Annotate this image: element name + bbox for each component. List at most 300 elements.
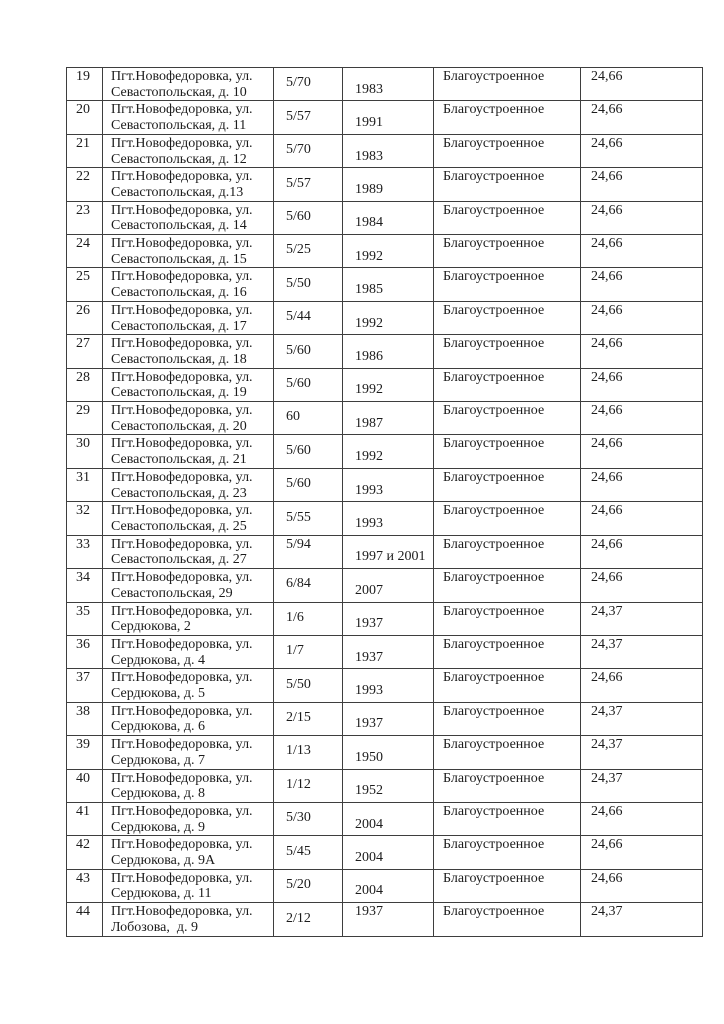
- address-cell: [103, 602, 274, 635]
- address-cell: [103, 201, 274, 234]
- address-line-2: Лобозова, д. 9: [111, 919, 198, 935]
- floors-apartments-cell: [274, 802, 343, 835]
- year-built-value: 2004: [355, 883, 383, 899]
- amenities-status-value: Благоустроенное: [443, 837, 545, 853]
- amenities-status-cell: [434, 769, 581, 802]
- floors-apartments-cell: [274, 903, 343, 936]
- address-cell: [103, 301, 274, 334]
- year-built-cell: [343, 602, 434, 635]
- table-row: [67, 134, 703, 167]
- tariff-value: 24,66: [591, 336, 623, 352]
- row-number-cell: [67, 168, 103, 201]
- row-number-cell: [67, 301, 103, 334]
- address-line-1: Пгт.Новофедоровка, ул.: [111, 603, 253, 619]
- amenities-status-cell: [434, 569, 581, 602]
- row-number: 32: [76, 503, 90, 519]
- address-line-2: Сердюкова, д. 5: [111, 686, 205, 702]
- row-number: 44: [76, 904, 90, 920]
- floors-apartments-value: 5/50: [286, 676, 311, 692]
- floors-apartments-cell: [274, 502, 343, 535]
- amenities-status-value: Благоустроенное: [443, 236, 545, 252]
- floors-apartments-cell: [274, 301, 343, 334]
- address-line-1: Пгт.Новофедоровка, ул.: [111, 503, 253, 519]
- address-line-2: Сердюкова, д. 4: [111, 652, 205, 668]
- row-number-cell: [67, 535, 103, 568]
- amenities-status-cell: [434, 235, 581, 268]
- amenities-status-cell: [434, 435, 581, 468]
- amenities-status-value: Благоустроенное: [443, 536, 545, 552]
- tariff-value: 24,66: [591, 369, 623, 385]
- floors-apartments-cell: [274, 68, 343, 101]
- address-line-1: Пгт.Новофедоровка, ул.: [111, 202, 253, 218]
- row-number-cell: [67, 201, 103, 234]
- tariff-value: 24,66: [591, 870, 623, 886]
- amenities-status-value: Благоустроенное: [443, 904, 545, 920]
- address-cell: [103, 68, 274, 101]
- row-number: 34: [76, 570, 90, 586]
- floors-apartments-cell: [274, 635, 343, 668]
- floors-apartments-value: 5/60: [286, 342, 311, 358]
- year-built-value: 1997 и 2001: [355, 549, 426, 565]
- floors-apartments-cell: [274, 201, 343, 234]
- tariff-cell: [581, 201, 703, 234]
- floors-apartments-value: 5/70: [286, 142, 311, 158]
- table-row: [67, 168, 703, 201]
- year-built-cell: [343, 235, 434, 268]
- row-number-cell: [67, 702, 103, 735]
- row-number: 27: [76, 336, 90, 352]
- floors-apartments-value: 5/94: [286, 536, 311, 552]
- address-cell: [103, 736, 274, 769]
- address-line-1: Пгт.Новофедоровка, ул.: [111, 636, 253, 652]
- amenities-status-value: Благоустроенное: [443, 403, 545, 419]
- row-number-cell: [67, 903, 103, 936]
- table-row: [67, 602, 703, 635]
- floors-apartments-cell: [274, 101, 343, 134]
- address-cell: [103, 869, 274, 902]
- row-number: 24: [76, 236, 90, 252]
- year-built-cell: [343, 903, 434, 936]
- tariff-cell: [581, 435, 703, 468]
- year-built-cell: [343, 134, 434, 167]
- amenities-status-cell: [434, 201, 581, 234]
- address-line-2: Сердюкова, д. 6: [111, 719, 205, 735]
- table-row: [67, 435, 703, 468]
- address-line-2: Севастопольская, д. 17: [111, 318, 247, 334]
- tariff-cell: [581, 635, 703, 668]
- tariff-cell: [581, 602, 703, 635]
- table-row: [67, 68, 703, 101]
- row-number-cell: [67, 68, 103, 101]
- address-line-1: Пгт.Новофедоровка, ул.: [111, 403, 253, 419]
- table-row: [67, 702, 703, 735]
- tariff-value: 24,66: [591, 236, 623, 252]
- year-built-cell: [343, 669, 434, 702]
- address-line-1: Пгт.Новофедоровка, ул.: [111, 703, 253, 719]
- row-number: 41: [76, 803, 90, 819]
- year-built-value: 1993: [355, 683, 383, 699]
- floors-apartments-value: 1/7: [286, 643, 304, 659]
- address-cell: [103, 502, 274, 535]
- tariff-value: 24,66: [591, 536, 623, 552]
- amenities-status-cell: [434, 134, 581, 167]
- year-built-value: 1992: [355, 248, 383, 264]
- floors-apartments-cell: [274, 836, 343, 869]
- floors-apartments-cell: [274, 468, 343, 501]
- amenities-status-cell: [434, 635, 581, 668]
- amenities-status-value: Благоустроенное: [443, 202, 545, 218]
- year-built-cell: [343, 836, 434, 869]
- year-built-value: 1987: [355, 415, 383, 431]
- tariff-value: 24,37: [591, 737, 623, 753]
- tariff-value: 24,37: [591, 636, 623, 652]
- address-line-2: Севастопольская, д. 15: [111, 251, 247, 267]
- floors-apartments-value: 5/60: [286, 208, 311, 224]
- tariff-cell: [581, 301, 703, 334]
- row-number: 43: [76, 870, 90, 886]
- table-row: [67, 301, 703, 334]
- row-number-cell: [67, 101, 103, 134]
- floors-apartments-value: 1/13: [286, 743, 311, 759]
- address-line-2: Севастопольская, д. 12: [111, 151, 247, 167]
- amenities-status-value: Благоустроенное: [443, 269, 545, 285]
- row-number: 28: [76, 369, 90, 385]
- tariff-cell: [581, 702, 703, 735]
- row-number: 33: [76, 536, 90, 552]
- address-line-1: Пгт.Новофедоровка, ул.: [111, 904, 253, 920]
- amenities-status-value: Благоустроенное: [443, 737, 545, 753]
- tariff-cell: [581, 903, 703, 936]
- address-line-1: Пгт.Новофедоровка, ул.: [111, 469, 253, 485]
- floors-apartments-value: 2/12: [286, 910, 311, 926]
- table-row: [67, 635, 703, 668]
- year-built-value: 1991: [355, 115, 383, 131]
- floors-apartments-cell: [274, 602, 343, 635]
- row-number-cell: [67, 134, 103, 167]
- year-built-value: 1993: [355, 515, 383, 531]
- tariff-cell: [581, 402, 703, 435]
- row-number: 20: [76, 102, 90, 118]
- year-built-cell: [343, 468, 434, 501]
- year-built-value: 1983: [355, 148, 383, 164]
- address-line-2: Севастопольская, д. 18: [111, 351, 247, 367]
- tariff-cell: [581, 168, 703, 201]
- year-built-cell: [343, 301, 434, 334]
- amenities-status-value: Благоустроенное: [443, 102, 545, 118]
- year-built-value: 1992: [355, 449, 383, 465]
- floors-apartments-value: 5/70: [286, 75, 311, 91]
- address-line-1: Пгт.Новофедоровка, ул.: [111, 770, 253, 786]
- amenities-status-cell: [434, 335, 581, 368]
- tariff-value: 24,37: [591, 770, 623, 786]
- row-number-cell: [67, 502, 103, 535]
- tariff-value: 24,66: [591, 570, 623, 586]
- address-line-1: Пгт.Новофедоровка, ул.: [111, 236, 253, 252]
- address-line-1: Пгт.Новофедоровка, ул.: [111, 536, 253, 552]
- address-line-1: Пгт.Новофедоровка, ул.: [111, 336, 253, 352]
- address-cell: [103, 168, 274, 201]
- address-line-2: Сердюкова, д. 9А: [111, 853, 216, 869]
- table-row: [67, 569, 703, 602]
- year-built-value: 1937: [355, 649, 383, 665]
- tariff-value: 24,66: [591, 169, 623, 185]
- floors-apartments-cell: [274, 435, 343, 468]
- tariff-cell: [581, 736, 703, 769]
- table-row: [67, 201, 703, 234]
- row-number: 19: [76, 69, 90, 84]
- address-cell: [103, 802, 274, 835]
- address-line-2: Сердюкова, д. 11: [111, 886, 212, 902]
- address-cell: [103, 769, 274, 802]
- row-number-cell: [67, 402, 103, 435]
- floors-apartments-value: 5/60: [286, 376, 311, 391]
- address-line-2: Севастопольская, д. 23: [111, 485, 247, 501]
- row-number-cell: [67, 468, 103, 501]
- year-built-cell: [343, 201, 434, 234]
- year-built-value: 1992: [355, 382, 383, 398]
- year-built-value: 1983: [355, 81, 383, 97]
- amenities-status-cell: [434, 702, 581, 735]
- amenities-status-value: Благоустроенное: [443, 369, 545, 385]
- address-line-2: Севастопольская, д. 25: [111, 518, 247, 534]
- table-row: [67, 368, 703, 401]
- tariff-value: 24,66: [591, 403, 623, 419]
- address-cell: [103, 335, 274, 368]
- floors-apartments-value: 60: [286, 409, 300, 425]
- amenities-status-cell: [434, 168, 581, 201]
- year-built-value: 1992: [355, 315, 383, 331]
- floors-apartments-cell: [274, 335, 343, 368]
- row-number: 39: [76, 737, 90, 753]
- floors-apartments-value: 5/25: [286, 242, 311, 258]
- floors-apartments-value: 5/57: [286, 175, 311, 191]
- row-number: 30: [76, 436, 90, 452]
- row-number-cell: [67, 335, 103, 368]
- table-row: [67, 402, 703, 435]
- amenities-status-value: Благоустроенное: [443, 703, 545, 719]
- row-number-cell: [67, 569, 103, 602]
- amenities-status-cell: [434, 535, 581, 568]
- row-number-cell: [67, 769, 103, 802]
- table-row: [67, 736, 703, 769]
- address-line-1: Пгт.Новофедоровка, ул.: [111, 870, 253, 886]
- row-number-cell: [67, 802, 103, 835]
- table-row: [67, 468, 703, 501]
- year-built-value: 1985: [355, 282, 383, 298]
- year-built-value: 1937: [355, 616, 383, 632]
- table-row: [67, 235, 703, 268]
- tariff-cell: [581, 101, 703, 134]
- table-row: [67, 335, 703, 368]
- address-cell: [103, 669, 274, 702]
- row-number: 42: [76, 837, 90, 853]
- year-built-value: 1984: [355, 215, 383, 231]
- tariff-cell: [581, 535, 703, 568]
- address-cell: [103, 101, 274, 134]
- year-built-value: 2004: [355, 850, 383, 866]
- year-built-value: 1950: [355, 749, 383, 765]
- amenities-status-value: Благоустроенное: [443, 436, 545, 452]
- amenities-status-value: Благоустроенное: [443, 603, 545, 619]
- tariff-cell: [581, 134, 703, 167]
- address-cell: [103, 836, 274, 869]
- amenities-status-value: Благоустроенное: [443, 870, 545, 886]
- row-number-cell: [67, 435, 103, 468]
- year-built-value: 1986: [355, 348, 383, 364]
- row-number-cell: [67, 602, 103, 635]
- address-cell: [103, 535, 274, 568]
- floors-apartments-value: 5/57: [286, 108, 311, 124]
- address-line-1: Пгт.Новофедоровка, ул.: [111, 269, 253, 285]
- year-built-cell: [343, 168, 434, 201]
- amenities-status-value: Благоустроенное: [443, 336, 545, 352]
- address-line-1: Пгт.Новофедоровка, ул.: [111, 670, 253, 686]
- amenities-status-cell: [434, 68, 581, 101]
- address-cell: [103, 903, 274, 936]
- year-built-cell: [343, 101, 434, 134]
- amenities-status-cell: [434, 869, 581, 902]
- tariff-cell: [581, 769, 703, 802]
- address-line-2: Сердюкова, д. 7: [111, 752, 205, 768]
- amenities-status-value: Благоустроенное: [443, 636, 545, 652]
- address-line-1: Пгт.Новофедоровка, ул.: [111, 102, 253, 118]
- tariff-cell: [581, 368, 703, 401]
- table-row: [67, 769, 703, 802]
- amenities-status-cell: [434, 402, 581, 435]
- amenities-status-value: Благоустроенное: [443, 69, 545, 84]
- table-row: [67, 836, 703, 869]
- amenities-status-cell: [434, 368, 581, 401]
- address-cell: [103, 635, 274, 668]
- address-line-1: Пгт.Новофедоровка, ул.: [111, 436, 253, 452]
- floors-apartments-cell: [274, 235, 343, 268]
- floors-apartments-cell: [274, 168, 343, 201]
- row-number: 38: [76, 703, 90, 719]
- table-row: [67, 502, 703, 535]
- row-number: 22: [76, 169, 90, 185]
- address-line-2: Севастопольская, 29: [111, 585, 233, 601]
- floors-apartments-cell: [274, 134, 343, 167]
- row-number: 21: [76, 135, 90, 151]
- address-line-2: Сердюкова, д. 9: [111, 819, 205, 835]
- year-built-cell: [343, 535, 434, 568]
- tariff-value: 24,66: [591, 503, 623, 519]
- floors-apartments-cell: [274, 769, 343, 802]
- address-line-1: Пгт.Новофедоровка, ул.: [111, 570, 253, 586]
- floors-apartments-value: 5/60: [286, 442, 311, 458]
- floors-apartments-cell: [274, 702, 343, 735]
- tariff-value: 24,66: [591, 302, 623, 318]
- year-built-cell: [343, 702, 434, 735]
- tariff-cell: [581, 468, 703, 501]
- address-line-2: Севастопольская, д. 10: [111, 84, 247, 100]
- table-row: [67, 101, 703, 134]
- tariff-cell: [581, 68, 703, 101]
- row-number-cell: [67, 268, 103, 301]
- tariff-cell: [581, 836, 703, 869]
- tariff-cell: [581, 235, 703, 268]
- row-number-cell: [67, 869, 103, 902]
- tariff-value: 24,37: [591, 603, 623, 619]
- floors-apartments-value: 5/30: [286, 810, 311, 826]
- amenities-status-value: Благоустроенное: [443, 803, 545, 819]
- address-line-1: Пгт.Новофедоровка, ул.: [111, 135, 253, 151]
- row-number: 37: [76, 670, 90, 686]
- tariff-value: 24,37: [591, 904, 623, 920]
- year-built-cell: [343, 335, 434, 368]
- floors-apartments-value: 5/55: [286, 509, 311, 525]
- table-row: [67, 535, 703, 568]
- floors-apartments-cell: [274, 869, 343, 902]
- table-body: [67, 68, 703, 937]
- address-line-2: Севастопольская, д. 14: [111, 218, 247, 234]
- row-number-cell: [67, 736, 103, 769]
- floors-apartments-cell: [274, 368, 343, 401]
- table-row: [67, 268, 703, 301]
- row-number-cell: [67, 669, 103, 702]
- row-number-cell: [67, 635, 103, 668]
- year-built-cell: [343, 68, 434, 101]
- table-row: [67, 669, 703, 702]
- floors-apartments-value: 1/6: [286, 609, 304, 625]
- year-built-cell: [343, 368, 434, 401]
- amenities-status-value: Благоустроенное: [443, 770, 545, 786]
- tariff-cell: [581, 268, 703, 301]
- amenities-status-value: Благоустроенное: [443, 503, 545, 519]
- floors-apartments-cell: [274, 268, 343, 301]
- address-line-2: Сердюкова, 2: [111, 619, 191, 635]
- amenities-status-cell: [434, 602, 581, 635]
- amenities-status-value: Благоустроенное: [443, 670, 545, 686]
- address-cell: [103, 235, 274, 268]
- address-cell: [103, 402, 274, 435]
- tariff-cell: [581, 669, 703, 702]
- address-cell: [103, 435, 274, 468]
- amenities-status-cell: [434, 802, 581, 835]
- address-line-1: Пгт.Новофедоровка, ул.: [111, 803, 253, 819]
- year-built-value: 2004: [355, 816, 383, 832]
- year-built-cell: [343, 569, 434, 602]
- floors-apartments-value: 5/50: [286, 275, 311, 291]
- floors-apartments-value: 5/60: [286, 476, 311, 492]
- row-number: 26: [76, 302, 90, 318]
- address-line-2: Севастопольская, д. 21: [111, 452, 247, 468]
- year-built-cell: [343, 502, 434, 535]
- address-line-2: Сердюкова, д. 8: [111, 786, 205, 802]
- tariff-cell: [581, 802, 703, 835]
- address-cell: [103, 702, 274, 735]
- tariff-cell: [581, 869, 703, 902]
- year-built-cell: [343, 268, 434, 301]
- tariff-value: 24,66: [591, 469, 623, 485]
- year-built-cell: [343, 802, 434, 835]
- row-number-cell: [67, 368, 103, 401]
- tariff-value: 24,66: [591, 269, 623, 285]
- amenities-status-cell: [434, 836, 581, 869]
- table-row: [67, 903, 703, 936]
- address-cell: [103, 569, 274, 602]
- floors-apartments-cell: [274, 402, 343, 435]
- address-line-1: Пгт.Новофедоровка, ул.: [111, 737, 253, 753]
- tariff-value: 24,66: [591, 135, 623, 151]
- address-line-1: Пгт.Новофедоровка, ул.: [111, 837, 253, 853]
- tariff-value: 24,66: [591, 803, 623, 819]
- row-number: 31: [76, 469, 90, 485]
- address-cell: [103, 268, 274, 301]
- table-row: [67, 869, 703, 902]
- row-number-cell: [67, 836, 103, 869]
- amenities-status-value: Благоустроенное: [443, 469, 545, 485]
